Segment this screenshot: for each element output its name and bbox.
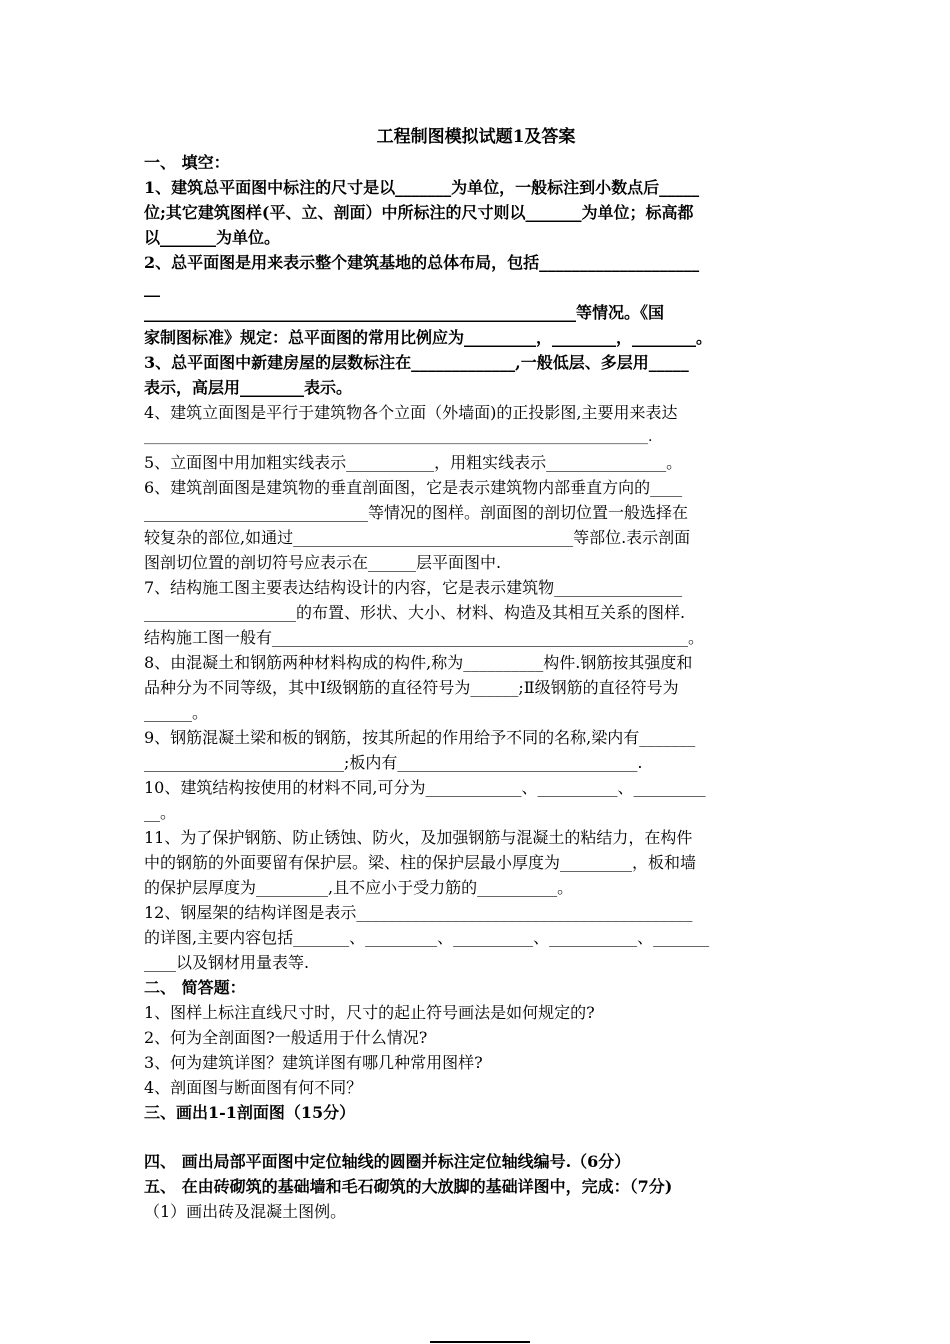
question-11-line-1: 11、为了保护钢筋、防止锈蚀、防火，及加强钢筋与混凝土的粘结力，在构件 (144, 828, 693, 847)
section-2-heading: 二、 简答题： (144, 978, 246, 997)
question-3-line-1: 3、总平面图中新建房屋的层数标注在_____________,一般低层、多层用_____ (144, 353, 689, 372)
question-9-line-2: _________________________;板内有______________________________. (144, 753, 643, 772)
question-6-line-4: 图剖切位置的剖切符号应表示在______层平面图中. (144, 553, 502, 572)
question-6-line-3: 较复杂的部位,如通过___________________________________等部位.表示剖面 (144, 528, 691, 547)
question-2-line-2: __ (144, 278, 160, 297)
question-9-line-1: 9、钢筋混凝土梁和板的钢筋，按其所起的作用给予不同的名称,梁内有_______ (144, 728, 696, 747)
document-page (144, 124, 808, 1224)
page-title: 工程制图模拟试题1及答案 (376, 127, 576, 147)
question-10-line-2: __。 (144, 803, 177, 822)
short-answer-1: 1、图样上标注直线尺寸时，尺寸的起止符号画法是如何规定的? (144, 1003, 595, 1022)
question-5: 5、立面图中用加粗实线表示___________，用粗实线表示_______________。 (144, 453, 683, 472)
question-12-line-1: 12、钢屋架的结构详图是表示__________________________________________ (144, 903, 693, 922)
question-6-line-1: 6、建筑剖面图是建筑物的垂直剖面图，它是表示建筑物内部垂直方向的____ (144, 478, 683, 497)
question-11-line-3: 的保护层厚度为_________,且不应小于受力筋的__________。 (144, 878, 574, 897)
question-8-line-3: ______。 (144, 703, 209, 722)
question-12-line-3: ____以及钢材用量表等. (144, 953, 310, 972)
short-answer-3: 3、何为建筑详图？建筑详图有哪几种常用图样? (144, 1053, 483, 1072)
short-answer-2: 2、何为全剖面图?一般适用于什么情况? (144, 1028, 428, 1047)
section-3-heading: 三、画出1-1剖面图（15分） (144, 1103, 356, 1122)
section-5-item-1: （1）画出砖及混凝土图例。 (144, 1202, 347, 1221)
question-4-line-2: ________________________________________________________________________. (144, 429, 653, 445)
question-1-line-2: 位;其它建筑图样(平、立、剖面）中所标注的尺寸则以_______为单位；标高都 (144, 203, 694, 222)
question-8-line-1: 8、由混凝土和钢筋两种材料构成的构件,称为__________构件.钢筋按其强度和 (144, 653, 693, 672)
section-4-heading: 四、 画出局部平面图中定位轴线的圆圈并标注定位轴线编号.（6分） (144, 1152, 631, 1171)
question-7-line-1: 7、结构施工图主要表达结构设计的内容，它是表示建筑物________________ (144, 578, 683, 597)
footer-rule (430, 1341, 530, 1343)
question-1-line-3: 以_______为单位。 (144, 228, 281, 247)
question-6-line-2: ____________________________等情况的图样。剖面图的剖切位置一般选择在 (144, 503, 689, 522)
question-7-line-3: 结构施工图一般有____________________________________________________。 (144, 628, 705, 647)
question-3-line-2: 表示，高层用________表示。 (144, 378, 353, 397)
section-1-heading: 一、 填空： (144, 153, 230, 172)
question-7-line-2: ___________________的布置、形状、大小、材料、构造及其相互关系的图样. (144, 603, 686, 622)
question-8-line-2: 品种分为不同等级，其中Ⅰ级钢筋的直径符号为______;Ⅱ级钢筋的直径符号为 (144, 678, 679, 697)
question-11-line-2: 中的钢筋的外面要留有保护层。梁、柱的保护层最小厚度为_________，板和墙 (144, 853, 697, 872)
blank-spacer (144, 1125, 808, 1149)
section-5-heading: 五、 在由砖砌筑的基础墙和毛石砌筑的大放脚的基础详图中，完成：（7分) (144, 1177, 673, 1196)
question-2-line-1: 2、总平面图是用来表示整个建筑基地的总体布局，包括____________________ (144, 253, 700, 272)
question-4-line-1: 4、建筑立面图是平行于建筑物各个立面（外墙面)的正投影图,主要用来表达 (144, 403, 678, 422)
question-2-line-4: 家制图标准》规定：总平面图的常用比例应为_________，________，________。 (144, 328, 713, 347)
question-12-line-2: 的详图,主要内容包括_______、_________、__________、___________、_______ (144, 928, 710, 947)
question-2-line-3: ______________________________________________________等情况。《国 (144, 303, 665, 322)
question-1-line-1: 1、建筑总平面图中标注的尺寸是以_______为单位，一般标注到小数点后_____ (144, 178, 700, 197)
question-10-line-1: 10、建筑结构按使用的材料不同,可分为____________、__________、_________ (144, 778, 706, 797)
short-answer-4: 4、剖面图与断面图有何不同？ (144, 1078, 363, 1097)
